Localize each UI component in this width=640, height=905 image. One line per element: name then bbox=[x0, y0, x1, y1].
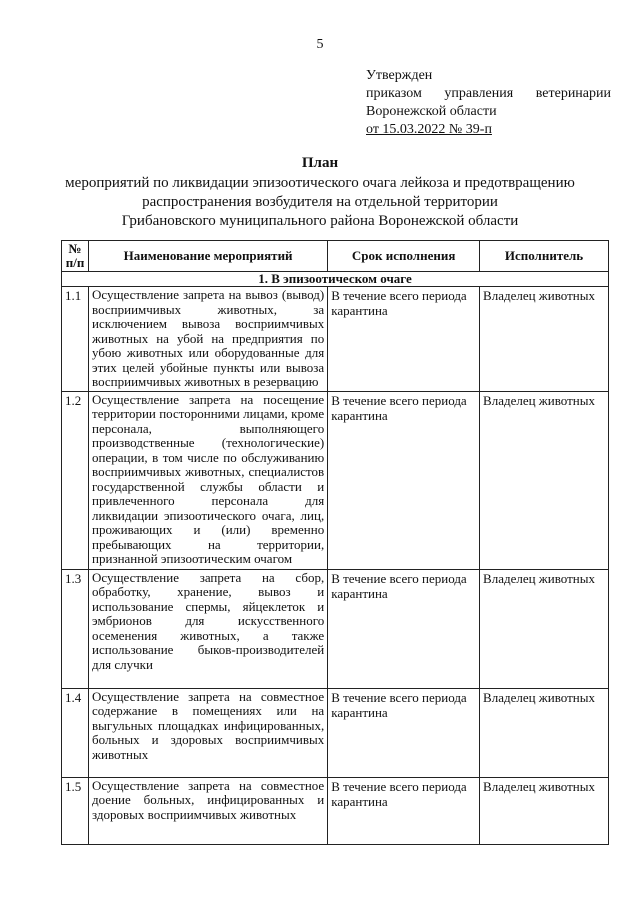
table-row bbox=[62, 569, 609, 688]
row-term: В течение всего периода карантина bbox=[328, 688, 480, 777]
row-num: 1.1 bbox=[62, 287, 89, 392]
row-executor: Владелец животных bbox=[480, 391, 609, 569]
table-row bbox=[62, 688, 609, 777]
row-term: В течение всего периода карантина bbox=[328, 391, 480, 569]
measures-table bbox=[61, 240, 609, 845]
header-name: Наименование мероприятий bbox=[89, 241, 328, 272]
row-executor: Владелец животных bbox=[480, 287, 609, 392]
row-measure: Осуществление запрета на сбор, обработку, хранение, вывоз и использование спермы, яйцеклеток и эмбрионов для искусственного осеменения животных, а также использование быков-производителей для случки bbox=[89, 569, 328, 688]
document-subtitle bbox=[40, 174, 600, 231]
approval-date-number: от 15.03.2022 № 39-п bbox=[366, 122, 492, 137]
approval-line-1: Утвержден bbox=[366, 68, 433, 83]
approval-line-2: приказом управления ветеринарии bbox=[366, 86, 611, 101]
header-executor: Исполнитель bbox=[480, 241, 609, 272]
subtitle-line-1: мероприятий по ликвидации эпизоотического очага лейкоза и предотвращению bbox=[65, 175, 575, 191]
row-term: В течение всего периода карантина bbox=[328, 569, 480, 688]
subtitle-line-3: Грибановского муниципального района Воронежской области bbox=[121, 213, 519, 229]
row-measure: Осуществление запрета на посещение территории посторонними лицами, кроме персонала, выполняющего производственные (технологические) операции, в том числе по обслуживанию восприимчивых животных, специалистов государственной службы области и привлеченного персонала для ликвидации эпизоотического очага, лиц, проживающих и (или) временно пребывающих на территории, признанной эпизоотическим очагом bbox=[89, 391, 328, 569]
row-executor: Владелец животных bbox=[480, 569, 609, 688]
page-number: 5 bbox=[316, 37, 324, 52]
section-title: 1. В эпизоотическом очаге bbox=[62, 272, 609, 287]
row-measure: Осуществление запрета на вывоз (вывод) восприимчивых животных, за исключением вывоза восприимчивых животных на убой на предприятия по убою животных или оборудованные для этих целей убойные пункты или вывоза восприимчивых животных в резервацию bbox=[89, 287, 328, 392]
table-row bbox=[62, 391, 609, 569]
header-term: Срок исполнения bbox=[328, 241, 480, 272]
row-measure: Осуществление запрета на совместное содержание в помещениях или на выгульных площадках инфицированных, больных и здоровых восприимчивых животных bbox=[89, 688, 328, 777]
row-measure: Осуществление запрета на совместное доение больных, инфицированных и здоровых восприимчивых животных bbox=[89, 777, 328, 844]
row-num: 1.3 bbox=[62, 569, 89, 688]
row-num: 1.2 bbox=[62, 391, 89, 569]
row-num: 1.4 bbox=[62, 688, 89, 777]
table-row bbox=[62, 777, 609, 844]
table-header-row bbox=[62, 241, 609, 272]
header-num: № п/п bbox=[62, 241, 89, 272]
row-executor: Владелец животных bbox=[480, 777, 609, 844]
table-row bbox=[62, 287, 609, 392]
approval-line-3: Воронежской области bbox=[366, 104, 497, 119]
row-term: В течение всего периода карантина bbox=[328, 777, 480, 844]
approval-block bbox=[366, 67, 611, 139]
row-term: В течение всего периода карантина bbox=[328, 287, 480, 392]
row-executor: Владелец животных bbox=[480, 688, 609, 777]
row-num: 1.5 bbox=[62, 777, 89, 844]
section-row bbox=[62, 272, 609, 287]
document-title: План bbox=[301, 155, 339, 171]
subtitle-line-2: распространения возбудителя на отдельной территории bbox=[142, 194, 498, 210]
